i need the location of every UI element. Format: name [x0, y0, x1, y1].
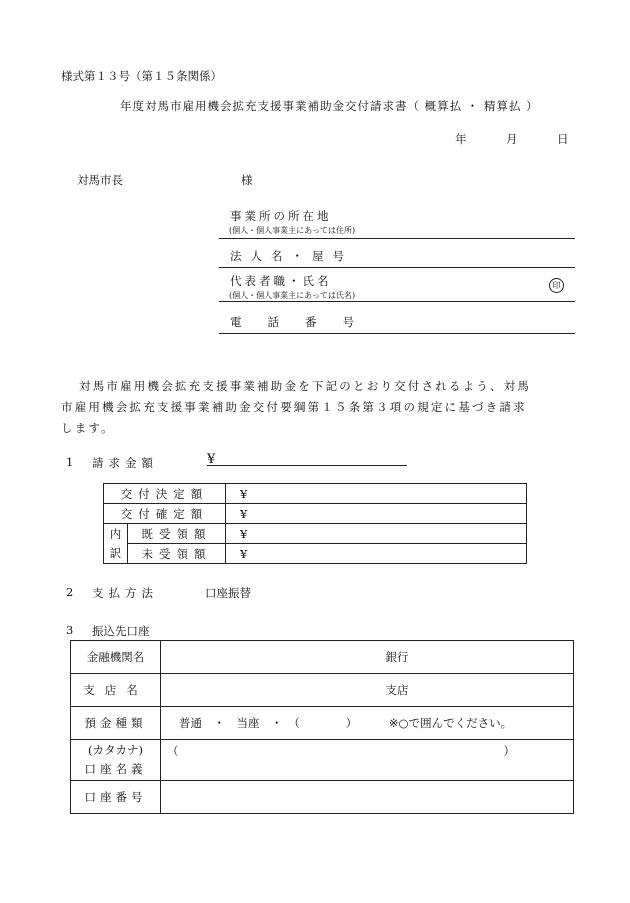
bank-name-label: 金融機関名	[71, 641, 161, 674]
body-line-1: 対馬市雇用機会拡充支援事業補助金を下記のとおり交付されるよう、対馬	[79, 379, 532, 393]
account-table	[70, 640, 574, 814]
representative-note: (個人・個人事業主にあっては氏名)	[229, 291, 356, 300]
page-title: 年度対馬市雇用機会拡充支援事業補助金交付請求書（ 概算払 ・ 精算払 ）	[120, 99, 539, 113]
unreceived-amount-label: 未受領額	[128, 544, 226, 564]
kana-paren-open: （	[167, 744, 179, 758]
decided-amount-label: 交付決定額	[104, 484, 226, 504]
form-number: 様式第１３号（第１５条関係）	[61, 69, 222, 83]
address-line	[219, 238, 575, 239]
representative-label: 代表者職・氏名	[230, 274, 332, 288]
payment-method: 口座振替	[205, 586, 251, 600]
confirmed-amount-label: 交付確定額	[104, 504, 226, 524]
request-amount-line	[207, 465, 407, 466]
account-holder-cell[interactable]	[161, 740, 574, 781]
table-row	[71, 707, 574, 740]
breakdown-label-wake: 訳	[104, 544, 128, 564]
date-year: 年	[455, 132, 467, 146]
company-label: 法人名・屋号	[230, 249, 353, 263]
table-row	[104, 504, 527, 524]
address-note: (個人・個人事業主にあっては住所)	[229, 226, 356, 235]
received-amount-value[interactable]: ¥	[226, 524, 527, 544]
section3-number: 3	[66, 623, 74, 637]
date-month: 月	[506, 132, 518, 146]
date-day: 日	[557, 132, 569, 146]
table-row	[71, 781, 574, 814]
addressee-name: 対馬市長	[77, 173, 123, 187]
body-line-3: します。	[61, 421, 115, 435]
account-type-note: ※○で囲んでください。	[388, 716, 513, 730]
table-row	[104, 484, 527, 504]
section2-label: 支払方法	[92, 586, 158, 600]
section1-number: 1	[66, 455, 74, 469]
confirmed-amount-value[interactable]: ¥	[226, 504, 527, 524]
kana-paren-close: ）	[503, 744, 515, 758]
body-line-2: 市雇用機会拡充支援事業補助金交付要綱第１５条第３項の規定に基づき請求	[61, 400, 527, 414]
branch-name-label: 支店名	[71, 674, 161, 707]
section3-label: 振込先口座	[92, 624, 150, 638]
account-number-label: 口座番号	[71, 781, 161, 814]
section1-label: 請求金額	[92, 456, 158, 470]
table-row	[71, 674, 574, 707]
account-type-label: 預金種類	[71, 707, 161, 740]
seal-mark: 印	[549, 278, 564, 293]
account-number-value[interactable]	[161, 781, 574, 814]
unreceived-amount-value[interactable]: ¥	[226, 544, 527, 564]
kana-label: (カタカナ)	[88, 743, 143, 757]
account-holder-label	[71, 740, 161, 781]
table-row	[71, 740, 574, 781]
breakdown-label-uchi: 内	[104, 524, 128, 544]
representative-line	[219, 301, 575, 302]
account-holder-name-label: 口座名義	[84, 762, 147, 776]
addressee-honorific: 様	[241, 173, 253, 187]
received-amount-label: 既受領額	[128, 524, 226, 544]
decided-amount-value[interactable]: ¥	[226, 484, 527, 504]
branch-name-value[interactable]: 支店	[161, 674, 574, 707]
table-row	[71, 641, 574, 674]
request-amount-yen: ¥	[207, 452, 216, 467]
phone-label: 電話番号	[230, 315, 380, 329]
table-row	[104, 524, 527, 544]
company-line	[219, 267, 575, 268]
amount-table	[103, 483, 527, 564]
account-type-options: 普通 ・ 当座 ・ （ ）	[179, 716, 358, 730]
address-label: 事業所の所在地	[230, 209, 332, 223]
account-type-cell[interactable]	[161, 707, 574, 740]
bank-name-value[interactable]: 銀行	[161, 641, 574, 674]
phone-line	[219, 333, 575, 334]
section2-number: 2	[66, 585, 74, 599]
table-row	[104, 544, 527, 564]
